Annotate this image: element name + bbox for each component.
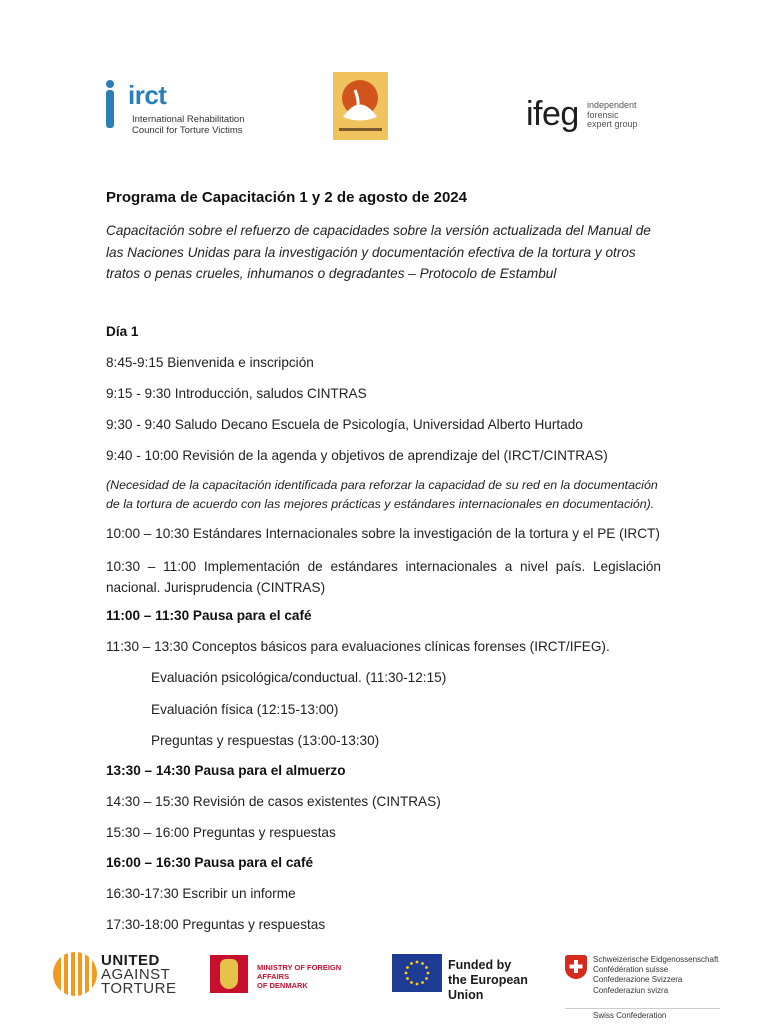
agenda-item: 9:30 - 9:40 Saludo Decano Escuela de Psicología, Universidad Alberto Hurtado	[106, 417, 583, 432]
agenda-item: 11:30 – 13:30 Conceptos básicos para evaluaciones clínicas forenses (IRCT/IFEG).	[106, 639, 610, 654]
person-icon	[104, 80, 116, 130]
document-title: Programa de Capacitación 1 y 2 de agosto de 2024	[106, 189, 467, 206]
document-subtitle: Capacitación sobre el refuerzo de capacidades sobre la versión actualizada del Manual de las Naciones Unidas para la investigación y documentación efectiva de la tortura y otros tratos o penas crueles, inhumanos o degradantes – Protocolo de Estambul	[106, 223, 651, 281]
ifeg-wordmark: ifeg	[526, 95, 579, 133]
day-heading: Día 1	[106, 324, 139, 339]
divider	[565, 1008, 720, 1009]
agenda-subitem: Preguntas y respuestas (13:00-13:30)	[151, 733, 380, 748]
uat-wordmark: UNITED AGAINST TORTURE	[101, 952, 177, 997]
ifeg-subtitle: independent forensic expert group	[587, 100, 638, 129]
agenda-item: 10:30 – 11:00 Implementación de estándares internacionales a nivel país. Legislación nacional. Jurisprudencia (CINTRAS)	[106, 559, 661, 595]
eu-flag-icon	[392, 954, 442, 992]
danish-crest-icon	[210, 955, 248, 993]
agenda-item: 9:15 - 9:30 Introducción, saludos CINTRAS	[106, 386, 367, 401]
training-note: (Necesidad de la capacitación identificada para reforzar la capacidad de su red en la documentación de la tortura de acuerdo con las mejores prácticas y estándares internacionales en documentación).	[106, 478, 658, 511]
irct-wordmark: irct	[128, 80, 167, 110]
agenda-item: 16:30-17:30 Escribir un informe	[106, 886, 296, 901]
uat-circle-icon	[53, 952, 97, 996]
agenda-subitem: Evaluación física (12:15-13:00)	[151, 702, 339, 717]
irct-subtitle: International Rehabilitation Council for Torture Victims	[132, 114, 245, 136]
agenda-subitem: Evaluación psicológica/conductual. (11:30-12:15)	[151, 670, 447, 685]
eu-funding-logo	[392, 954, 562, 1002]
agenda-item: 17:30-18:00 Preguntas y respuestas	[106, 917, 326, 932]
denmark-ministry-text: MINISTRY OF FOREIGN AFFAIRS OF DENMARK	[257, 963, 342, 990]
ifeg-logo	[526, 96, 656, 140]
swiss-cross-icon	[565, 955, 587, 979]
emblem-icon	[333, 72, 388, 140]
swiss-confederation-text: Schweizerische Eidgenossenschaft Confédération suisse Confederazione Svizzera Confederaziun svizra	[593, 955, 719, 995]
center-emblem-logo	[333, 72, 388, 140]
swiss-confederation-english: Swiss Confederation	[593, 1011, 667, 1020]
break-item: 13:30 – 14:30 Pausa para el almuerzo	[106, 763, 346, 778]
agenda-item: 14:30 – 15:30 Revisión de casos existentes (CINTRAS)	[106, 794, 441, 809]
break-item: 16:00 – 16:30 Pausa para el café	[106, 855, 314, 870]
united-against-torture-logo	[53, 952, 188, 1000]
swiss-confederation-logo	[565, 955, 725, 1019]
agenda-item: 10:00 – 10:30 Estándares Internacionales sobre la investigación de la tortura y el PE (IRCT)	[106, 526, 660, 541]
irct-logo	[100, 78, 260, 138]
eu-funding-text: Funded by the European Union	[448, 958, 528, 1002]
break-item: 11:00 – 11:30 Pausa para el café	[106, 608, 312, 623]
agenda-item: 15:30 – 16:00 Preguntas y respuestas	[106, 825, 336, 840]
agenda-item: 9:40 - 10:00 Revisión de la agenda y objetivos de aprendizaje del (IRCT/CINTRAS)	[106, 448, 608, 463]
denmark-ministry-logo	[210, 955, 375, 995]
agenda-item: 8:45-9:15 Bienvenida e inscripción	[106, 355, 314, 370]
